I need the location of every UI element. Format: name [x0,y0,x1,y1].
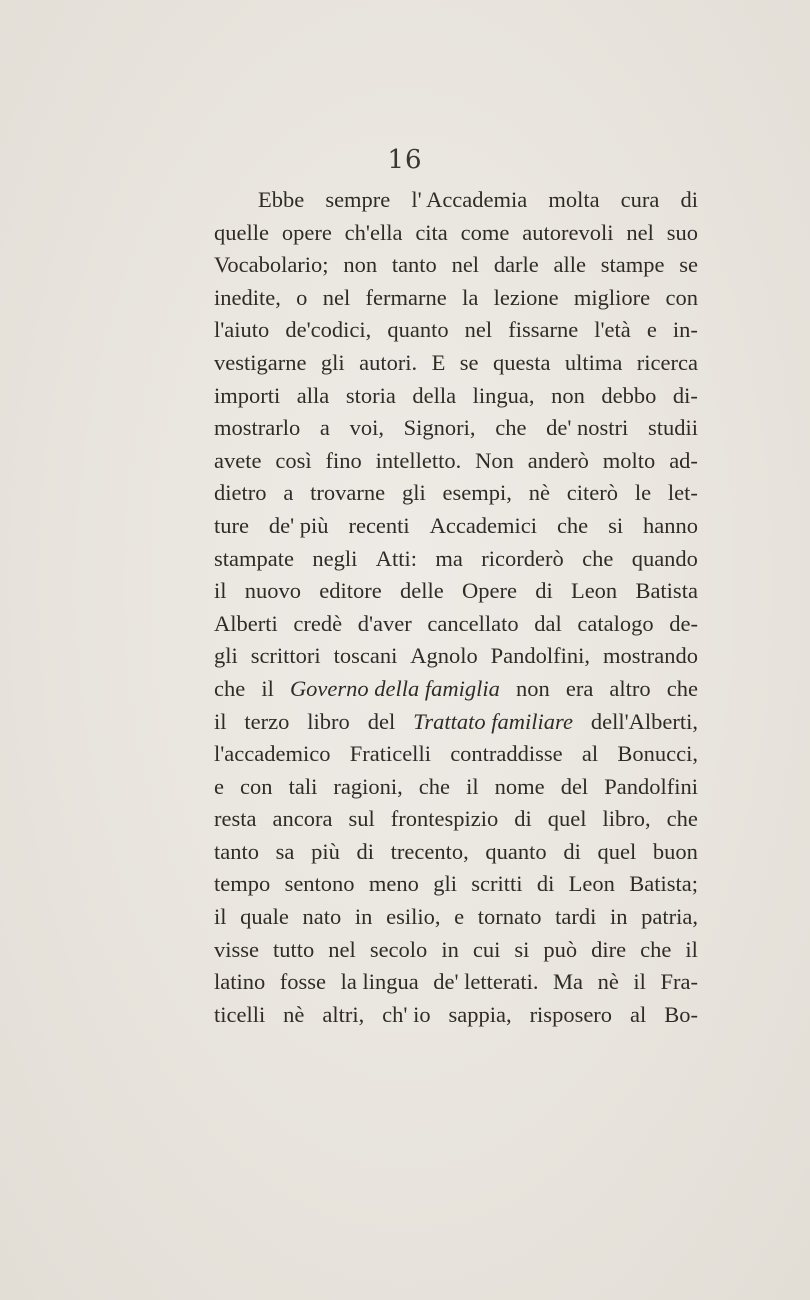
word: lezione [493,284,559,310]
word: de- [669,610,698,636]
word: trecento, [390,838,469,864]
text-line [214,803,698,836]
word: meno [368,871,419,897]
text-line [214,934,698,967]
word: libro [307,708,350,734]
word: editore [319,578,382,604]
word: fissarne [508,317,579,343]
word: cura [620,187,660,212]
word: debbo [601,382,657,408]
word: Fra- [660,969,698,995]
page-number: 16 [387,145,423,175]
text-line [214,510,698,543]
word: ture [214,512,249,538]
word: gli [320,349,345,375]
word: esilio, [386,904,441,930]
text-line [214,314,698,347]
word: più [311,838,340,864]
word: gli [214,643,238,669]
word: e [214,773,224,799]
word: esempi, [442,480,512,506]
word: suo [666,219,698,245]
word: che [582,545,614,571]
word: Ma [553,969,584,995]
word: stampe [600,252,665,278]
word: credè [293,610,343,636]
word: fermarne [365,284,447,310]
word: gli [433,871,457,897]
word: in [609,904,628,930]
text-line [214,608,698,641]
word: catalogo [577,610,654,636]
word: di [535,578,553,604]
word: con [665,284,698,310]
word: recenti [348,512,410,538]
word: frontespizio [390,806,499,832]
word: Agnolo [410,643,478,669]
text-line [214,868,698,901]
word: dire [591,936,627,962]
word: nè [597,969,619,995]
word: de'codici, [285,317,372,343]
word: delle [399,578,444,604]
word: dell'Alberti, [590,708,698,734]
word: ultima [564,349,623,375]
word: in [354,904,373,930]
word: lingua, [472,382,535,408]
text-line [214,999,698,1032]
word: tanto [214,838,259,864]
word: l'età [594,317,631,343]
word: contraddisse [450,741,563,767]
word: studii [647,415,698,441]
text-line [214,347,698,380]
word: intelletto. [375,447,462,473]
word: di [563,838,581,864]
word: mostrando [602,643,698,669]
word: le [634,480,652,506]
word: sappia, [448,1001,512,1027]
word: Batista; [629,871,698,897]
word: Leon [568,871,615,897]
text-line [214,738,698,771]
word: Batista [635,578,698,604]
word: Accademici [429,512,538,538]
text-line [214,543,698,576]
text-line [214,901,698,934]
word: nato [302,904,342,930]
word: può [543,936,578,962]
word: come [460,219,510,245]
word: ticelli [214,1001,266,1027]
word: che [666,806,698,832]
word: autori. [359,349,418,375]
word: di- [672,382,698,408]
text-line [214,412,698,445]
word: libro, [602,806,651,832]
word: con [240,773,273,799]
word: nè [528,480,550,506]
word: de' nostri [546,415,629,441]
word: si [514,936,530,962]
word: nè [283,1001,305,1027]
word: ma [435,545,463,571]
word: dietro [214,480,267,506]
word: alle [553,252,587,278]
word: di [536,871,555,897]
word: o [296,284,308,310]
word: quando [631,545,698,571]
word: trovarne [310,480,386,506]
text-line [214,575,698,608]
word: tardi [555,904,597,930]
word: darle [493,252,539,278]
word: scritti [471,871,523,897]
text-line [214,706,698,739]
word: che [640,936,672,962]
word: resta [214,806,257,832]
word: tali [288,773,318,799]
word: se [679,252,698,278]
word: il [685,936,698,962]
word: se [459,349,479,375]
word: ragioni, [333,773,403,799]
word: inedite, [214,284,281,310]
word: molta [548,187,600,212]
word: il [214,904,227,930]
word: questa [492,349,551,375]
word: Non [475,447,514,473]
word: Pandolfini [604,773,698,799]
word: il [214,578,227,604]
word: terzo [244,708,290,734]
word: quelle [214,219,269,245]
word: d'aver [357,610,412,636]
word: sempre [325,187,391,212]
word: quel [547,806,587,832]
word: tempo [214,871,271,897]
word: storia [345,382,396,408]
word: fosse [279,969,327,995]
word: l'accademico [214,741,331,767]
word: tanto [391,252,437,278]
text-line [214,217,698,250]
word: nel [322,284,351,310]
word: in- [672,317,698,343]
word: nuovo [244,578,302,604]
word: toscani [333,643,398,669]
word: Vocabolario; [214,252,329,278]
word: Opere [461,578,517,604]
word: Alberti [214,610,278,636]
word: risposero [529,1001,613,1027]
word: non [551,382,585,408]
word: la lingua [340,969,419,995]
word: Trattato familiare [413,708,573,734]
word: latino [214,969,266,995]
word: de' letterati. [433,969,539,995]
word: hanno [643,512,698,538]
word: il [261,675,274,701]
text-line [214,380,698,413]
word: non [516,675,550,701]
word: ancora [272,806,333,832]
word: migliore [573,284,651,310]
word: avete [214,447,262,473]
text-line [214,184,698,217]
word: nel [626,219,654,245]
word: Bonucci, [617,741,698,767]
word: non [343,252,378,278]
word: Signori, [403,415,476,441]
word: quale [240,904,289,930]
word: Fraticelli [349,741,431,767]
text-line [214,282,698,315]
word: si [608,512,624,538]
word: ch' io [382,1001,431,1027]
word: secolo [369,936,428,962]
word: il [214,708,227,734]
word: let- [667,480,698,506]
word: autorevoli [522,219,614,245]
word: e [646,317,657,343]
word: al [630,1001,647,1027]
word: cita [415,219,448,245]
word: molto [602,447,656,473]
word: nel [451,252,480,278]
word: importi [214,382,281,408]
word: ch'ella [344,219,403,245]
word: E [431,349,446,375]
word: il [633,969,646,995]
word: Pandolfini, [490,643,591,669]
word: di [356,838,374,864]
word: Bo- [664,1001,698,1027]
word: tutto [273,936,315,962]
word: ricerca [636,349,698,375]
word: Atti: [375,545,417,571]
word: buon [652,838,698,864]
word: a [319,415,330,441]
word: quanto [387,317,449,343]
word: mostrarlo [214,415,301,441]
word: che [556,512,589,538]
word: altro [609,675,651,701]
word: sentono [284,871,355,897]
word: fino [325,447,362,473]
word: la [462,284,479,310]
word: scrittori [250,643,321,669]
word: al [581,741,599,767]
word: cui [472,936,501,962]
word: Ebbe [258,187,305,212]
text-line [214,249,698,282]
word: di [514,806,532,832]
word: alla [296,382,330,408]
word: il [466,773,479,799]
word: l' Accademia [411,187,528,212]
word: stampate [214,545,294,571]
word: del [367,708,396,734]
word: visse [214,936,259,962]
word: nome [494,773,545,799]
word: de' più [268,512,329,538]
word: Leon [570,578,618,604]
word: quanto [485,838,547,864]
text-line [214,966,698,999]
word: l'aiuto [214,317,270,343]
word: della [412,382,457,408]
text-line [214,477,698,510]
text-line [214,836,698,869]
word: era [565,675,594,701]
word: gli [401,480,426,506]
word: quel [597,838,637,864]
body-text [214,184,698,1031]
word: ad- [669,447,698,473]
word: che [214,675,246,701]
word: anderò [527,447,589,473]
text-line [214,445,698,478]
word: voi, [349,415,384,441]
text-line [214,640,698,673]
word: vestigarne [214,349,307,375]
word: tornato [477,904,542,930]
word: e [454,904,465,930]
text-line [214,673,698,706]
word: che [418,773,451,799]
word: altri, [322,1001,365,1027]
word: nel [464,317,493,343]
word: dal [534,610,562,636]
word: citerò [566,480,619,506]
word: che [495,415,527,441]
word: così [275,447,312,473]
text-line [214,771,698,804]
word: sa [275,838,295,864]
word: negli [312,545,358,571]
word: patria, [641,904,698,930]
word: in [441,936,459,962]
word: Governo della famiglia [289,675,500,701]
word: cancellato [427,610,519,636]
word: a [283,480,294,506]
word: nel [328,936,356,962]
word: di [680,187,698,212]
word: ricorderò [481,545,564,571]
word: opere [281,219,332,245]
word: che [666,675,698,701]
word: sul [348,806,375,832]
word: del [560,773,589,799]
